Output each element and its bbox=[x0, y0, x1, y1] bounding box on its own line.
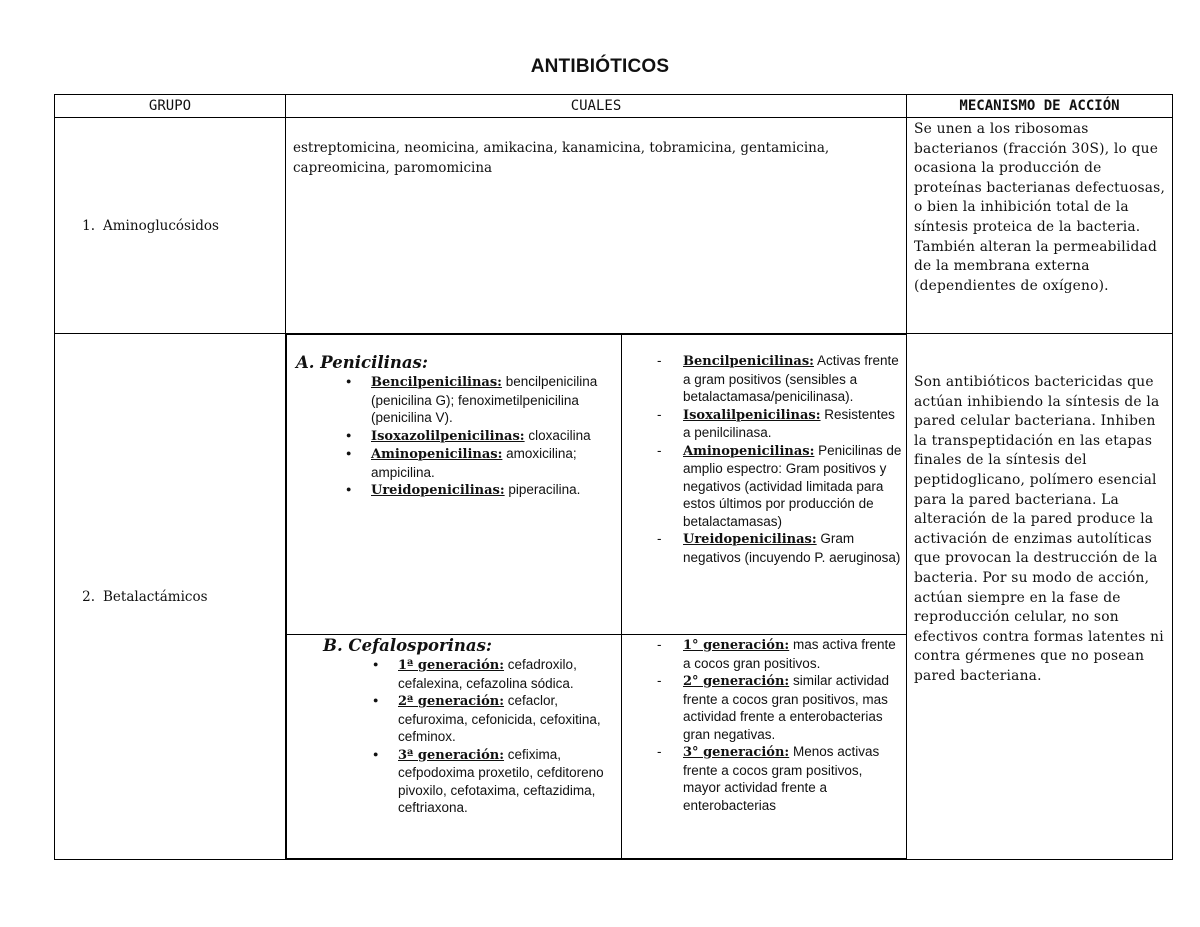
document-title: ANTIBIÓTICOS bbox=[530, 56, 670, 77]
cefalosporinas-list bbox=[369, 656, 617, 817]
cefalosporina-note-text: Menos activas frente a cocos gram positivos, mayor actividad frente a enterobacterias bbox=[683, 744, 880, 813]
group-cell bbox=[55, 118, 286, 334]
cuales-cell bbox=[286, 118, 907, 334]
header-grupo: GRUPO bbox=[55, 95, 286, 118]
header-mecanismo: MECANISMO DE ACCIÓN bbox=[907, 95, 1173, 118]
penicilina-item-text: cloxacilina bbox=[524, 427, 591, 443]
cefalosporinas-notes bbox=[622, 635, 906, 814]
group-number: 2. bbox=[82, 588, 95, 605]
penicilinas-list bbox=[342, 373, 617, 500]
cefalosporina-note bbox=[655, 743, 902, 814]
penicilina-note-text: Gram negativos (incuyendo P. aeruginosa) bbox=[683, 531, 901, 565]
penicilina-item-label: Aminopenicilinas: bbox=[371, 447, 503, 462]
cefalosporina-note bbox=[655, 672, 902, 743]
penicilina-item bbox=[342, 427, 617, 446]
cefalosporina-item bbox=[369, 656, 617, 692]
group-number: 1. bbox=[82, 217, 95, 234]
cuales-cell bbox=[286, 334, 907, 860]
cefalosporina-item-text: cefadroxilo, cefalexina, cefazolina sódica. bbox=[398, 657, 577, 691]
penicilina-note bbox=[655, 406, 902, 442]
penicilinas-notes-cell bbox=[622, 335, 907, 635]
penicilinas-heading: A. Penicilinas: bbox=[296, 353, 428, 372]
penicilina-item bbox=[342, 445, 617, 481]
penicilina-item bbox=[342, 481, 617, 500]
table-row bbox=[55, 118, 1173, 334]
cefalosporina-note bbox=[655, 636, 902, 672]
cefalosporina-item-label: 1ª generación: bbox=[398, 658, 505, 673]
penicilina-note bbox=[655, 442, 902, 531]
antibiotics-table bbox=[54, 94, 1173, 860]
group-name: Betalactámicos bbox=[103, 588, 208, 605]
cefalosporina-item-text: cefaclor, cefuroxima, cefonicida, cefoxitina, cefminox. bbox=[398, 693, 601, 744]
penicilina-note-text: Penicilinas de amplio espectro: Gram positivos y negativos (actividad limitada para estos últimos por producción de betalactamasas) bbox=[683, 442, 902, 529]
cefalosporinas-heading: B. Cefalosporinas: bbox=[323, 636, 492, 655]
mecanismo-cell bbox=[907, 334, 1173, 860]
cefalosporina-note-label: 3° generación: bbox=[683, 745, 790, 760]
penicilina-note-label: Ureidopenicilinas: bbox=[683, 532, 817, 547]
penicilina-note-label: Bencilpenicilinas: bbox=[683, 354, 814, 369]
penicilina-item-label: Isoxazolilpenicilinas: bbox=[371, 428, 525, 444]
cefalosporina-item bbox=[369, 746, 617, 817]
cefalosporina-item-text: cefixima, cefpodoxima proxetilo, cefditoreno pivoxilo, cefotaxima, ceftazidima, ceftriaxona. bbox=[398, 746, 604, 815]
group-cell bbox=[55, 334, 286, 860]
penicilina-note-text: Activas frente a gram positivos (sensibles a betalactamasa/penicilinasa). bbox=[683, 353, 899, 404]
cefalosporina-note-label: 1° generación: bbox=[683, 638, 790, 653]
table-row bbox=[55, 334, 1173, 860]
penicilina-note bbox=[655, 352, 902, 406]
header-cuales: CUALES bbox=[286, 95, 907, 118]
cefalosporina-item-label: 3ª generación: bbox=[398, 747, 505, 763]
penicilina-item-text: piperacilina. bbox=[504, 482, 581, 497]
cefalosporina-item bbox=[369, 692, 617, 746]
cefalosporina-note-text: similar actividad frente a cocos gran positivos, mas actividad frente a enterobacterias gran negativas. bbox=[683, 673, 889, 742]
penicilina-item-text: bencilpenicilina (penicilina G); fenoximetilpenicilina (penicilina V). bbox=[371, 374, 598, 425]
header-row bbox=[55, 95, 1173, 118]
cuales-text: estreptomicina, neomicina, amikacina, kanamicina, tobramicina, gentamicina, capreomicina, paromomicina bbox=[293, 140, 830, 176]
mecanismo-text: Se unen a los ribosomas bacterianos (fracción 30S), lo que ocasiona la producción de proteínas bacterianas defectuosas, o bien la inhibición total de la síntesis proteica de la bacteria. También alteran la permeabilidad de la membrana externa (dependientes de oxígeno). bbox=[914, 121, 1166, 294]
penicilina-item-label: Bencilpenicilinas: bbox=[371, 375, 502, 390]
cefalosporinas-notes-cell bbox=[622, 635, 907, 859]
cefalosporina-item-label: 2ª generación: bbox=[398, 694, 505, 709]
penicilina-item-text: amoxicilina; ampicilina. bbox=[371, 446, 577, 480]
penicilinas-list-cell bbox=[287, 335, 622, 635]
penicilina-item bbox=[342, 373, 617, 427]
penicilina-note-label: Aminopenicilinas: bbox=[683, 443, 815, 459]
cefalosporinas-list-cell bbox=[287, 635, 622, 859]
mecanismo-text: Son antibióticos bactericidas que actúan inhibiendo la síntesis de la pared celular bacteriana. Inhiben la transpeptidación en las etapas finales de la síntesis del peptidoglicano, polímero esencial para la pared bacteriana. La alteración de la pared produce la activación de enzimas autolíticas que provocan la destrucción de la bacteria. Por su modo de acción, actúan siempre en la fase de reproducción celular, no son efectivos contra formas latentes ni contra gérmenes que no posean pared bacteriana. bbox=[914, 374, 1164, 684]
penicilina-note bbox=[655, 530, 902, 566]
cefalosporina-note-text: mas activa frente a cocos gran positivos. bbox=[683, 637, 896, 671]
mecanismo-cell bbox=[907, 118, 1173, 334]
penicilinas-notes bbox=[622, 335, 906, 566]
group-name: Aminoglucósidos bbox=[103, 217, 219, 234]
penicilina-note-text: Resistentes a penilcilinasa. bbox=[683, 406, 895, 440]
subgroup-table bbox=[286, 334, 906, 859]
penicilina-note-label: Isoxalilpenicilinas: bbox=[683, 407, 821, 423]
cefalosporina-note-label: 2° generación: bbox=[683, 674, 790, 689]
penicilina-item-label: Ureidopenicilinas: bbox=[371, 483, 505, 498]
